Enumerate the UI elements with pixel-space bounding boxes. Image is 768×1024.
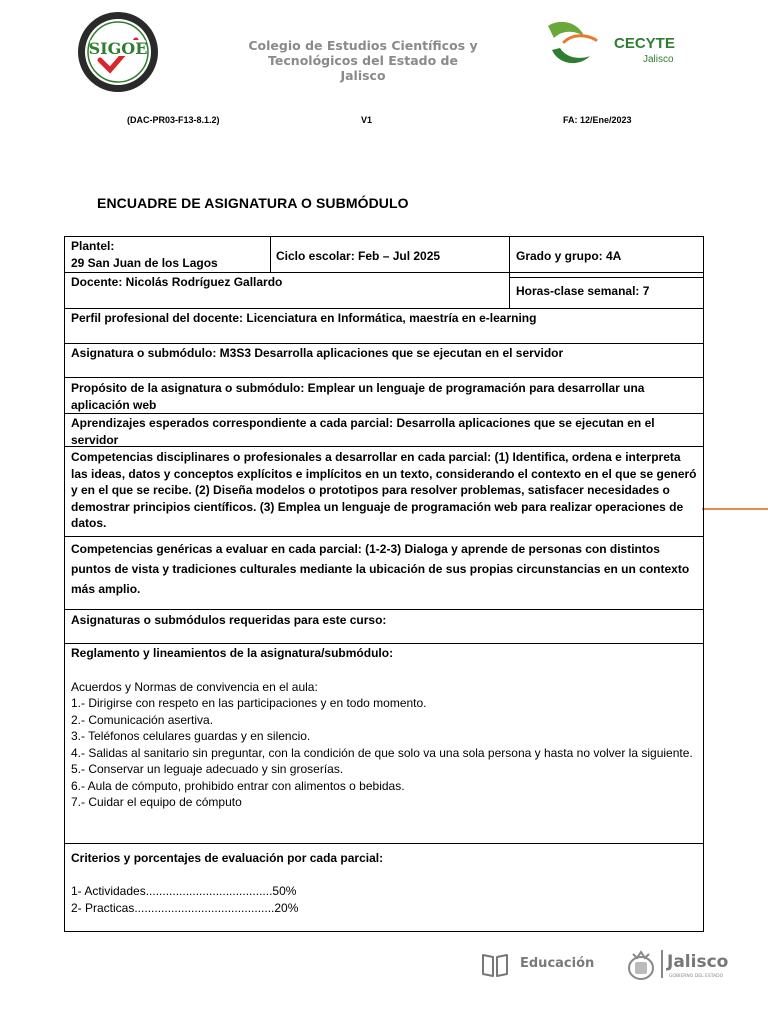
book-icon (480, 950, 510, 980)
college-name: Colegio de Estudios Científicos y Tecnológicos del Estado de Jalisco (248, 38, 478, 83)
list-item: 2- Practicas..........................................20% (71, 900, 299, 915)
list-item: 2.- Comunicación asertiva. (71, 712, 214, 727)
reglamento-title: Reglamento y lineamientos de la asignatura/submódulo: (71, 646, 394, 660)
plantel-label: Plantel: (71, 239, 115, 253)
table-divider (64, 377, 704, 378)
table-divider (64, 272, 704, 273)
table-divider (64, 536, 704, 537)
table-divider (509, 236, 510, 308)
table-divider (64, 343, 704, 344)
list-item: 1- Actividades......................................50% (71, 884, 297, 898)
table-divider (64, 843, 704, 844)
cecyte-wordmark: CECYTE (614, 35, 675, 52)
table-divider (64, 643, 704, 644)
rules-list (71, 695, 699, 811)
docente: Docente: Nicolás Rodríguez Gallardo (71, 275, 283, 289)
document-version: V1 (361, 115, 373, 125)
educacion-text: Educación (520, 956, 595, 971)
list-item: 7.- Cuidar el equipo de cómputo (71, 795, 242, 809)
list-item: 1.- Dirigirse con respeto en las participaciones y en todo momento. (71, 696, 427, 710)
list-item: 3.- Teléfonos celulares guardas y en silencio. (71, 729, 311, 743)
ciclo-escolar: Ciclo escolar: Feb – Jul 2025 (276, 249, 441, 263)
document-date: FA: 12/Ene/2023 (563, 115, 632, 125)
seal-lettering: SIGOE (88, 39, 148, 58)
asignaturas-requeridas: Asignaturas o submódulos requeridas para este curso: (71, 613, 387, 627)
list-item: 5.- Conservar un leguaje adecuado y sin groserías. (71, 762, 344, 776)
perfil-docente: Perfil profesional del docente: Licenciatura en Informática, maestría en e-learning (71, 311, 537, 325)
list-item: 6.- Aula de cómputo, prohibido entrar con alimentos o bebidas. (71, 778, 405, 793)
table-divider (270, 236, 271, 272)
criterios-title: Criterios y porcentajes de evaluación por cada parcial: (71, 851, 384, 865)
grado-grupo: Grado y grupo: 4A (516, 249, 622, 263)
aprendizajes-esperados: Aprendizajes esperados correspondiente a cada parcial: Desarrolla aplicaciones que se ejecutan en el servidor (71, 416, 655, 447)
plantel-value: 29 San Juan de los Lagos (71, 256, 218, 270)
cecyte-sub: Jalisco (643, 54, 674, 65)
cecyte-logo (544, 16, 684, 68)
jalisco-logo (623, 946, 738, 986)
table-divider (64, 609, 704, 610)
jalisco-text: Jalisco (667, 952, 729, 972)
document-code: (DAC-PR03-F13-8.1.2) (127, 115, 220, 125)
horas-clase: Horas-clase semanal: 7 (516, 284, 650, 298)
gobierno-text: GOBIERNO DEL ESTADO (669, 974, 724, 979)
competencias-genericas: Competencias genéricas a evaluar en cada parcial: (1-2-3) Dialoga y aprende de personas con distintos puntos de vista y tradiciones culturales mediante la ubicación de sus propias circunstancias en un contexto más amplio. (71, 542, 690, 596)
acuerdos-title: Acuerdos y Normas de convivencia en el aula: (71, 680, 318, 694)
list-item: 4.- Salidas al sanitario sin preguntar, con la condición de que solo va una sola persona y hasta no volver la siguiente. (71, 745, 693, 760)
table-divider (64, 413, 704, 414)
logo-separator (661, 950, 663, 978)
table-divider (509, 277, 704, 278)
competencias-disciplinares: Competencias disciplinares o profesionales a desarrollar en cada parcial: (1) Identifica, ordena e interpreta las ideas, datos y conceptos explícitos e implícitos en un texto, considerando el contexto en el que se generó y en el que se recibe. (2) Diseña modelos o prototipos para resolver problemas, satisfacer necesidades o demostrar principios científicos. (3) Emplea un lenguaje de programación web para realizar operaciones de datos. (71, 450, 697, 530)
educacion-logo (480, 950, 610, 980)
coat-of-arms-icon (623, 948, 659, 984)
criterios-list (71, 883, 699, 916)
table-divider (64, 308, 704, 309)
sigoe-seal-logo (76, 10, 160, 94)
asignatura: Asignatura o submódulo: M3S3 Desarrolla aplicaciones que se ejecutan en el servidor (71, 346, 564, 360)
margin-line (702, 508, 768, 510)
page-title: ENCUADRE DE ASIGNATURA O SUBMÓDULO (97, 195, 409, 211)
proposito: Propósito de la asignatura o submódulo: Emplear un lenguaje de programación para desarrollar una aplicación web (71, 381, 645, 412)
